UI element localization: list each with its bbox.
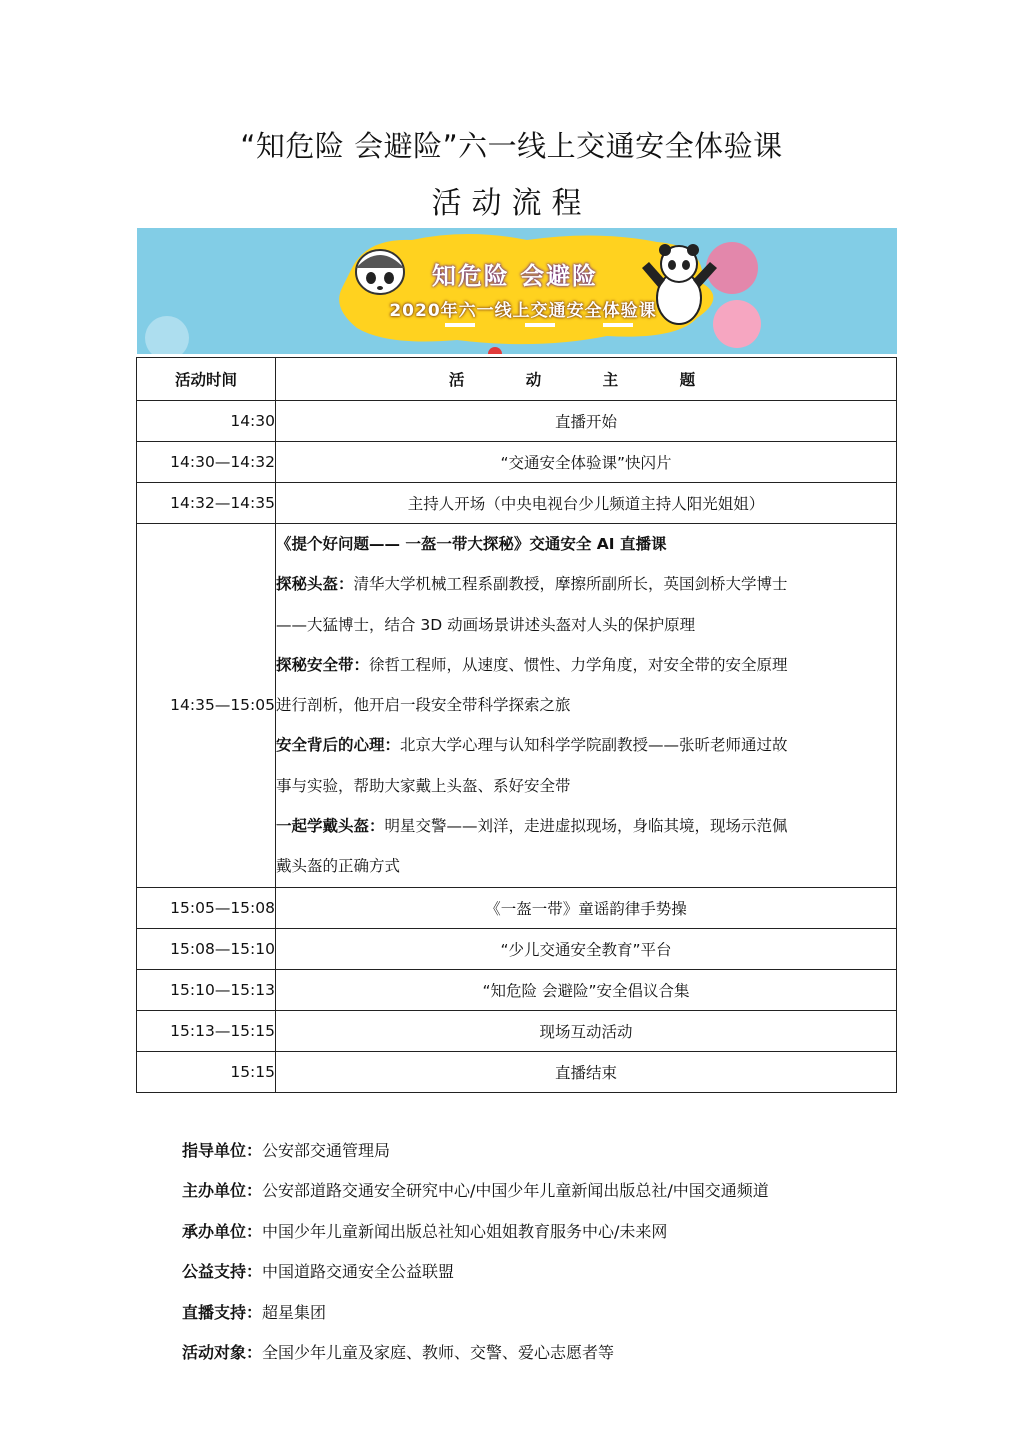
row-topic: “知危险 会避险”安全倡议合集: [276, 969, 897, 1010]
organizer-row: [182, 1175, 769, 1215]
row-time: 15:10—15:13: [137, 969, 276, 1010]
detail-item-text: 戴头盔的正确方式: [276, 857, 401, 876]
organizer-label: 直播支持：: [182, 1302, 263, 1322]
organizer-label: 活动对象：: [182, 1342, 263, 1362]
row-time: 14:32—14:35: [137, 483, 276, 524]
row-topic: “少儿交通安全教育”平台: [276, 928, 897, 969]
row-topic: 《一盔一带》童谣韵律手势操: [276, 887, 897, 928]
row-topic: “交通安全体验课”快闪片: [276, 442, 897, 483]
row-time: 14:30: [137, 401, 276, 442]
organizer-value: 超星集团: [262, 1302, 327, 1322]
table-row: [137, 887, 897, 928]
table-row: [137, 969, 897, 1010]
organizer-label: 公益支持：: [182, 1262, 263, 1282]
panda-helmet-icon: [356, 250, 404, 294]
row-topic: 现场互动活动: [276, 1010, 897, 1051]
event-banner: [137, 228, 897, 354]
organizer-label: 主办单位：: [182, 1181, 263, 1201]
ai-lesson-detail: [276, 524, 897, 888]
organizer-value: 中国少年儿童新闻出版总社知心姐姐教育服务中心/未来网: [262, 1221, 668, 1241]
table-row: [137, 1010, 897, 1051]
detail-item-line: [276, 806, 896, 846]
detail-item-text: 进行剖析，他开启一段安全带科学探索之旅: [276, 696, 571, 715]
row-time: 15:05—15:08: [137, 887, 276, 928]
detail-item-text: 清华大学机械工程系副教授，摩擦所副所长，英国剑桥大学博士: [353, 575, 788, 594]
schedule-table: [136, 357, 897, 1093]
detail-item-text: 事与实验，帮助大家戴上头盔、系好安全带: [276, 776, 571, 795]
row-time: 15:13—15:15: [137, 1010, 276, 1051]
organizer-value: 公安部道路交通安全研究中心/中国少年儿童新闻出版总社/中国交通频道: [262, 1181, 769, 1201]
row-topic: 直播开始: [276, 401, 897, 442]
banner-illustration: [137, 228, 897, 354]
organizer-row: [182, 1216, 769, 1256]
detail-item-line: [276, 645, 896, 685]
table-row: [137, 483, 897, 524]
row-topic: 主持人开场（中央电视台少儿频道主持人阳光姐姐）: [276, 483, 897, 524]
table-row: [137, 1051, 897, 1092]
table-header-row: [137, 358, 897, 401]
organizer-row: [182, 1337, 769, 1377]
table-row: [137, 401, 897, 442]
row-time: 15:15: [137, 1051, 276, 1092]
detail-item-text: 北京大学心理与认知科学学院副教授——张昕老师通过故: [400, 736, 788, 755]
organizer-row: [182, 1256, 769, 1296]
row-topic: 直播结束: [276, 1051, 897, 1092]
banner-subtitle: 2020年六一线上交通安全体验课: [389, 301, 657, 321]
organizer-label: 指导单位：: [182, 1141, 263, 1160]
detail-item-line: [276, 564, 896, 604]
organizer-label: 承办单位：: [182, 1221, 263, 1241]
header-time: 活动时间: [137, 358, 276, 401]
row-time: 14:30—14:32: [137, 442, 276, 483]
organizer-value: 全国少年儿童及家庭、教师、交警、爱心志愿者等: [262, 1342, 615, 1362]
detail-item-label: 探秘头盔：: [276, 575, 354, 594]
organizer-value: 公安部交通管理局: [262, 1141, 391, 1160]
detail-item-line: [276, 725, 896, 765]
banner-title: 知危险 会避险: [431, 262, 599, 290]
detail-item-label: 一起学戴头盔：: [276, 817, 385, 836]
ai-lesson-heading: 《提个好问题—— 一盔一带大探秘》交通安全 AI 直播课: [276, 535, 667, 553]
header-topic: 活 动 主 题: [276, 358, 897, 401]
organizer-row: [182, 1297, 769, 1337]
table-row: [137, 442, 897, 483]
row-time: 14:35—15:05: [137, 524, 276, 888]
document-title: “知危险 会避险”六一线上交通安全体验课: [240, 129, 783, 163]
organizer-value: 中国道路交通安全公益联盟: [262, 1262, 455, 1282]
document-subtitle: 活动流程: [431, 186, 592, 221]
detail-item-text: ——大猛博士，结合 3D 动画场景讲述头盔对人头的保护原理: [276, 615, 696, 634]
organizer-info: [182, 1135, 769, 1377]
detail-item-label: 探秘安全带：: [276, 655, 370, 674]
table-row-ai-lesson: [137, 524, 897, 888]
detail-item-label: 安全背后的心理：: [276, 736, 401, 755]
detail-item-text: 徐哲工程师，从速度、惯性、力学角度，对安全带的安全原理: [369, 655, 788, 674]
table-row: [137, 928, 897, 969]
detail-item-text: 明星交警——刘洋，走进虚拟现场，身临其境，现场示范佩: [384, 817, 788, 836]
row-time: 15:08—15:10: [137, 928, 276, 969]
organizer-row: [182, 1135, 769, 1175]
